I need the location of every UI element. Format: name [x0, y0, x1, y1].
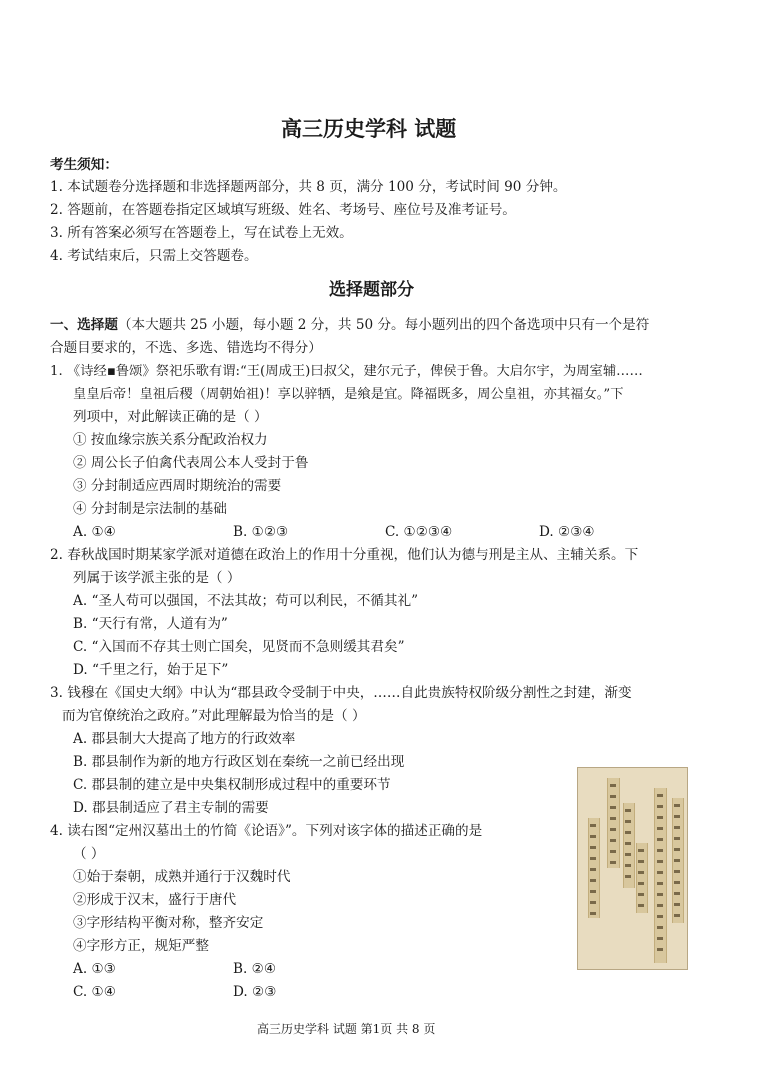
- q1-option-3: ③ 分封制适应西周时期统治的需要: [73, 478, 282, 494]
- q4-option-2: ②形成于汉末，盛行于唐代: [73, 892, 237, 908]
- slip-character-mark: [625, 864, 631, 867]
- slip-character-mark: [657, 915, 663, 918]
- slip-character-mark: [610, 828, 616, 831]
- q4-choice-c[interactable]: C. ①④: [73, 984, 116, 1000]
- slip-character-mark: [674, 881, 680, 884]
- q3-choice-b[interactable]: B. 郡县制作为新的地方行政区划在秦统一之前已经出现: [73, 754, 405, 770]
- slip-character-mark: [610, 861, 616, 864]
- q4-choice-b[interactable]: B. ②④: [233, 961, 277, 977]
- section-intro-heading: 一、选择题: [50, 317, 118, 333]
- slip-character-mark: [674, 859, 680, 862]
- slip-character-mark: [674, 903, 680, 906]
- q1-option-4: ④ 分封制是宗法制的基础: [73, 501, 227, 517]
- q4-choice-a[interactable]: A. ①③: [73, 961, 116, 977]
- q2-choice-d[interactable]: D. “千里之行，始于足下”: [73, 662, 229, 678]
- slip-character-mark: [590, 835, 596, 838]
- q1-line-2: 皇皇后帝！皇祖后稷（周朝始祖)！享以骍牺，是飨是宜。降福既多，周公皇祖，亦其福女。”下: [73, 387, 624, 402]
- q4-choice-d[interactable]: D. ②③: [233, 984, 277, 1000]
- slip-character-mark: [610, 795, 616, 798]
- slip-character-mark: [590, 912, 596, 915]
- slip-character-mark: [638, 860, 644, 863]
- slip-character-mark: [657, 827, 663, 830]
- section-intro-text: （本大题共 25 小题，每小题 2 分，共 50 分。每小题列出的四个备选项中只有一个是符: [117, 317, 650, 333]
- slip-character-mark: [674, 892, 680, 895]
- slip-character-mark: [610, 839, 616, 842]
- slip-character-mark: [590, 868, 596, 871]
- q4-option-3: ③字形结构平衡对称，整齐安定: [73, 915, 264, 931]
- slip-character-mark: [625, 831, 631, 834]
- slip-character-mark: [674, 914, 680, 917]
- q3-choice-c[interactable]: C. 郡县制的建立是中央集权制形成过程中的重要环节: [73, 777, 391, 793]
- slip-character-mark: [657, 937, 663, 940]
- slip-character-mark: [638, 882, 644, 885]
- notice-heading: 考生须知：: [50, 157, 118, 173]
- slip-character-mark: [625, 853, 631, 856]
- slip-character-mark: [674, 837, 680, 840]
- q1-option-1: ① 按血缘宗族关系分配政治权力: [73, 432, 268, 448]
- bamboo-slips-image: [577, 767, 688, 970]
- notice-item-3: 3. 所有答案必须写在答题卷上，写在试卷上无效。: [50, 225, 353, 241]
- slip-character-mark: [674, 826, 680, 829]
- q4-line-2: （ ）: [73, 846, 105, 862]
- slip-character-mark: [625, 842, 631, 845]
- bamboo-slip: [607, 778, 620, 868]
- q3-line-2: 而为官僚统治之政府。”对此理解最为恰当的是（ ）: [62, 708, 366, 724]
- q1-option-2: ② 周公长子伯禽代表周公本人受封于鲁: [73, 455, 309, 471]
- slip-character-mark: [674, 848, 680, 851]
- q4-option-1: ①始于秦朝，成熟并通行于汉魏时代: [73, 869, 291, 885]
- slip-character-mark: [590, 901, 596, 904]
- slip-character-mark: [657, 926, 663, 929]
- slip-character-mark: [590, 857, 596, 860]
- page-footer: 高三历史学科 试题 第1页 共 8 页: [257, 1022, 436, 1036]
- slip-character-mark: [657, 794, 663, 797]
- bamboo-slip: [636, 843, 648, 913]
- q2-choice-a[interactable]: A. “圣人苟可以强国，不法其故；苟可以利民，不循其礼”: [73, 593, 419, 609]
- q1-choice-c[interactable]: C. ①②③④: [385, 524, 453, 540]
- slip-character-mark: [625, 875, 631, 878]
- slip-character-mark: [625, 809, 631, 812]
- q4-line-1: 4. 读右图“定州汉墓出土的竹简《论语》”。下列对该字体的描述正确的是: [50, 823, 483, 839]
- slip-character-mark: [590, 824, 596, 827]
- q4-option-4: ④字形方正，规矩严整: [73, 938, 209, 954]
- slip-character-mark: [610, 817, 616, 820]
- slip-character-mark: [657, 882, 663, 885]
- slip-character-mark: [657, 893, 663, 896]
- slip-character-mark: [657, 871, 663, 874]
- notice-item-2: 2. 答题前，在答题卷指定区域填写班级、姓名、考场号、座位号及准考证号。: [50, 202, 516, 218]
- slip-character-mark: [625, 820, 631, 823]
- q1-line-3: 列项中，对此解读正确的是（ ）: [73, 409, 268, 425]
- q2-choice-b[interactable]: B. “天行有常，人道有为”: [73, 616, 228, 632]
- slip-character-mark: [657, 948, 663, 951]
- q2-line-2: 列属于该学派主张的是（ ）: [73, 570, 241, 586]
- slip-character-mark: [674, 815, 680, 818]
- q2-line-1: 2. 春秋战国时期某家学派对道德在政治上的作用十分重视，他们认为德与刑是主从、主辅关系。下: [50, 547, 639, 563]
- slip-character-mark: [657, 805, 663, 808]
- slip-character-mark: [638, 904, 644, 907]
- slip-character-mark: [657, 838, 663, 841]
- slip-character-mark: [610, 850, 616, 853]
- q1-choice-d[interactable]: D. ②③④: [539, 524, 595, 540]
- q3-choice-d[interactable]: D. 郡县制适应了君主专制的需要: [73, 800, 269, 816]
- q1-choice-a[interactable]: A. ①④: [73, 524, 116, 540]
- section-intro-2: 合题目要求的，不选、多选、错选均不得分）: [50, 340, 322, 356]
- slip-character-mark: [610, 806, 616, 809]
- slip-character-mark: [638, 871, 644, 874]
- slip-character-mark: [610, 784, 616, 787]
- slip-character-mark: [657, 904, 663, 907]
- section-title: 选择题部分: [329, 280, 414, 300]
- q1-choice-b[interactable]: B. ①②③: [233, 524, 289, 540]
- q3-choice-a[interactable]: A. 郡县制大大提高了地方的行政效率: [73, 731, 296, 747]
- q3-line-1: 3. 钱穆在《国史大纲》中认为“郡县政令受制于中央，……自此贵族特权阶级分割性之封建，渐变: [50, 685, 632, 701]
- slip-character-mark: [657, 860, 663, 863]
- slip-character-mark: [657, 816, 663, 819]
- slip-character-mark: [657, 849, 663, 852]
- slip-character-mark: [590, 890, 596, 893]
- notice-item-4: 4. 考试结束后，只需上交答题卷。: [50, 248, 258, 264]
- slip-character-mark: [638, 849, 644, 852]
- page-title: 高三历史学科 试题: [281, 117, 457, 141]
- slip-character-mark: [590, 879, 596, 882]
- slip-character-mark: [674, 804, 680, 807]
- slip-character-mark: [638, 893, 644, 896]
- slip-character-mark: [674, 870, 680, 873]
- q1-line-1: 1. 《诗经▪鲁颂》祭祀乐歌有谓:“王(周成王)曰叔父，建尔元子，俾侯于鲁。大启尔宇，为周室辅……: [50, 364, 643, 379]
- q2-choice-c[interactable]: C. “入国而不存其士则亡国矣，见贤而不急则缓其君矣”: [73, 639, 405, 655]
- notice-item-1: 1. 本试题卷分选择题和非选择题两部分，共 8 页，满分 100 分，考试时间 90 分钟。: [50, 179, 567, 195]
- slip-character-mark: [590, 846, 596, 849]
- section-intro-1: [50, 314, 649, 337]
